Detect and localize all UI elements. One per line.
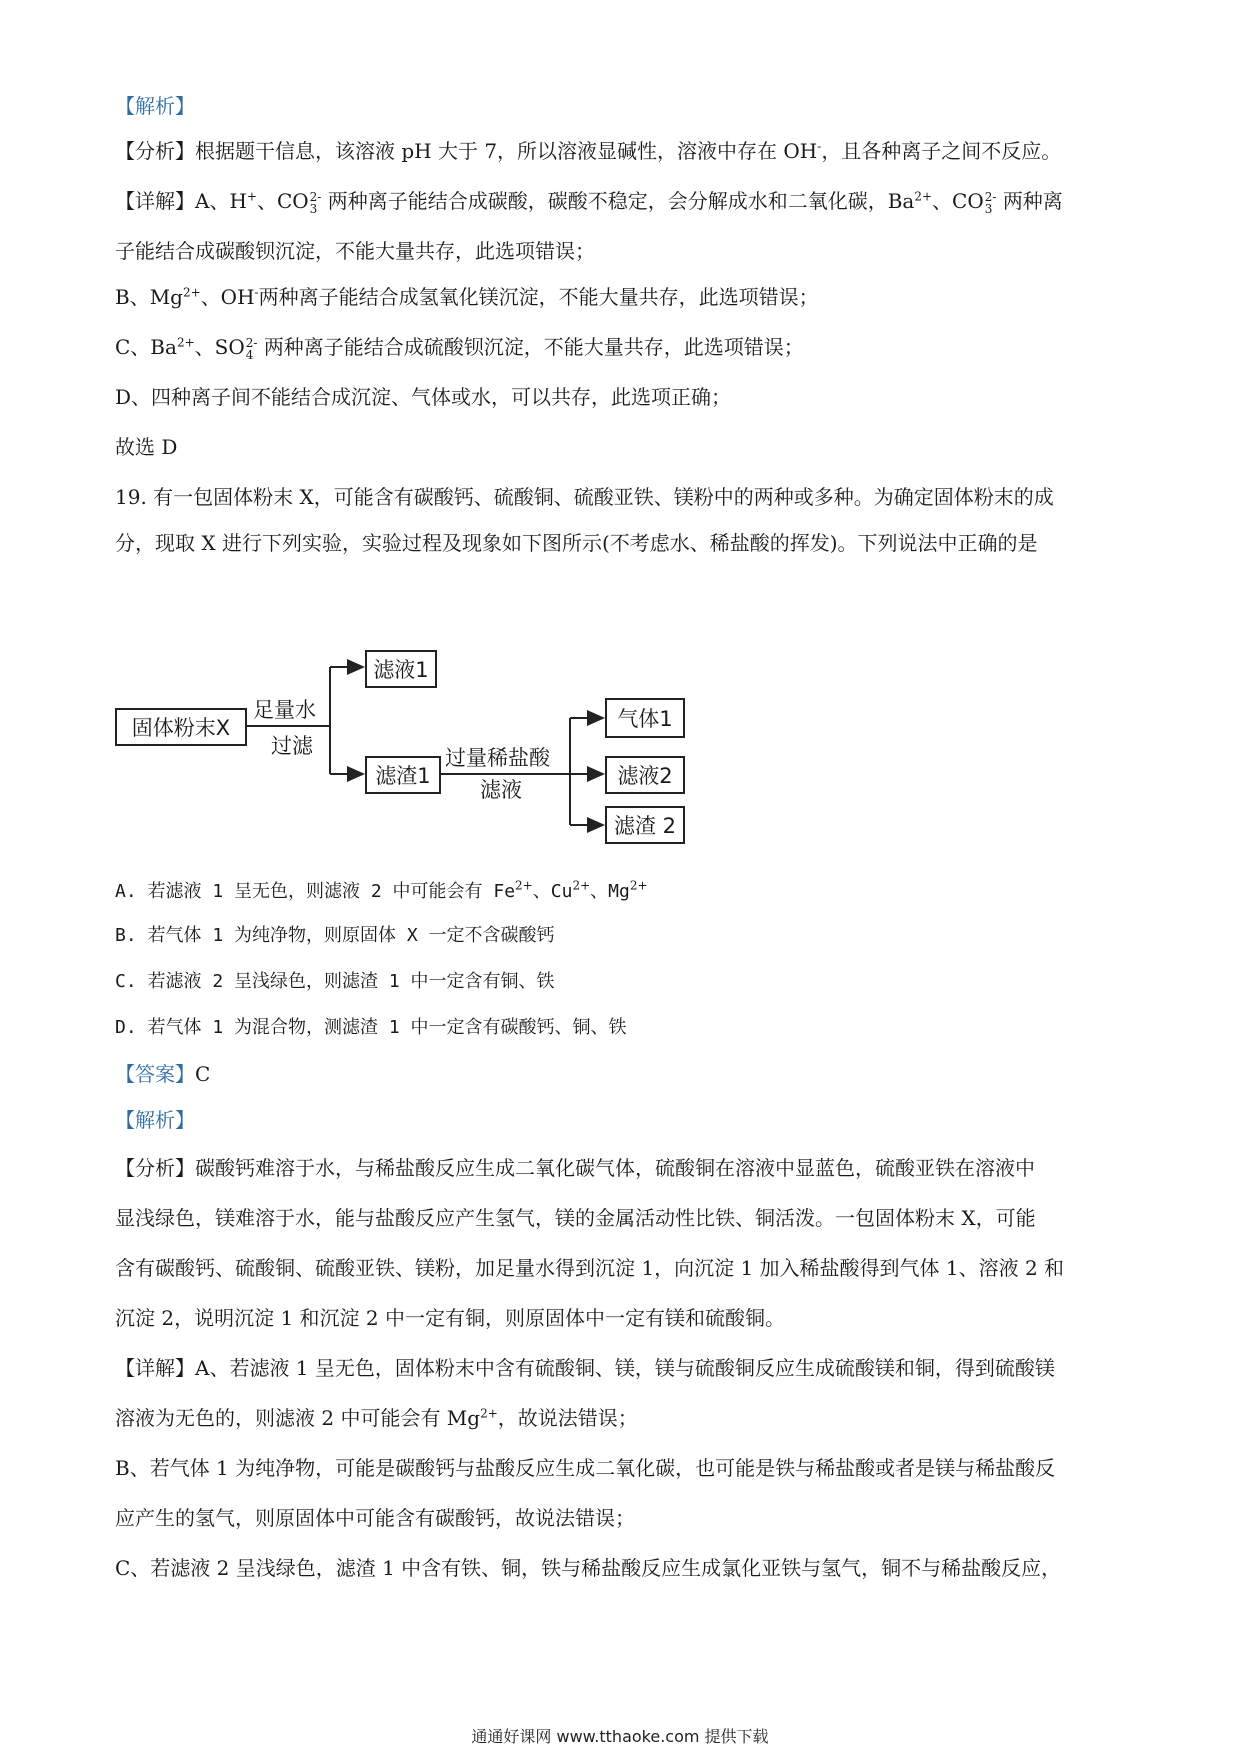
analysis-paragraph xyxy=(115,137,1135,165)
text-segment: A、若滤液 1 呈无色，固体粉末中含有硫酸铜、镁，镁与硫酸铜反应生成硫酸镁和铜，得到硫酸镁 xyxy=(195,1356,1055,1380)
detail-line-a-cont: 子能结合成碳酸钡沉淀，不能大量共存，此选项错误； xyxy=(115,239,595,263)
text-segment: 两种离子能结合成氢氧化镁沉淀，不能大量共存，此选项错误； xyxy=(258,285,819,309)
text-segment: B、Mg xyxy=(115,285,183,309)
subscript: 3 xyxy=(309,201,318,216)
gas1-box: 气体1 xyxy=(605,698,685,738)
question-stem-line1: 19. 有一包固体粉末 X，可能含有碳酸钙、硫酸铜、硫酸亚铁、镁粉中的两种或多种。为确定固体粉末的成 xyxy=(115,485,1054,509)
charge: 2+ xyxy=(515,878,533,893)
solid-box: 固体粉末X xyxy=(115,708,247,746)
text-segment: 溶液为无色的，则滤液 2 中可能会有 Mg xyxy=(115,1406,481,1430)
analysis-heading-19: 【解析】 xyxy=(115,1108,195,1132)
detail-tag: 【详解】 xyxy=(115,189,195,213)
step2-label-bottom: 滤液 xyxy=(480,778,522,802)
analysis-line4: 沉淀 2，说明沉淀 1 和沉淀 2 中一定有铜，则原固体中一定有镁和硫酸铜。 xyxy=(115,1306,785,1330)
text-segment: ，且各种离子之间不反应。 xyxy=(821,139,1062,163)
text-segment: ，故说法错误； xyxy=(497,1406,638,1430)
detail-line-a xyxy=(115,187,1135,215)
residue2-box: 滤渣 2 xyxy=(605,806,685,844)
text-segment: 两种离子能结合成碳酸，碳酸不稳定，会分解成水和二氧化碳，Ba xyxy=(327,189,915,213)
residue1-box: 滤渣1 xyxy=(365,756,441,794)
text-segment: 、OH xyxy=(200,285,255,309)
answer-tag: 【答案】 xyxy=(115,1062,195,1086)
filtrate2-box: 滤液2 xyxy=(605,756,685,794)
charge: 2+ xyxy=(572,878,591,893)
option-text: 、Mg xyxy=(590,881,630,902)
charge: - xyxy=(254,285,259,300)
answer-value: C xyxy=(195,1062,211,1086)
page-footer: 通通好课网 www.tthaoke.com 提供下载 xyxy=(471,1727,769,1746)
detail19-line-b-cont: 应产生的氢气，则原固体中可能含有碳酸钙，故说法错误； xyxy=(115,1506,635,1530)
subscript: 3 xyxy=(984,201,993,216)
detail19-line-a xyxy=(115,1354,1135,1382)
text-segment: A、H xyxy=(195,189,247,213)
text-segment: 两种离 xyxy=(1002,189,1063,213)
step2-label-top: 过量稀盐酸 xyxy=(445,746,550,770)
text-segment: 、CO xyxy=(256,189,309,213)
question-stem-line2: 分，现取 X 进行下列实验，实验过程及现象如下图所示(不考虑水、稀盐酸的挥发)。下列说法中正确的是 xyxy=(115,531,1038,555)
answer-line xyxy=(115,1060,1135,1088)
analysis-line2: 显浅绿色，镁难溶于水，能与盐酸反应产生氢气，镁的金属活动性比铁、铜活泼。一包固体粉末 X，可能 xyxy=(115,1206,1036,1230)
choice-line: 故选 D xyxy=(115,435,178,459)
detail-line-c xyxy=(115,333,1135,361)
charge: 2+ xyxy=(914,189,933,204)
charge: - xyxy=(817,139,822,154)
text-segment: 根据题干信息，该溶液 pH 大于 7，所以溶液显碱性，溶液中存在 OH xyxy=(195,139,818,163)
analysis-line1 xyxy=(115,1154,1135,1182)
charge: 2+ xyxy=(182,285,201,300)
option-a xyxy=(115,876,1135,906)
text-segment: 、CO xyxy=(932,189,984,213)
option-d: D. 若气体 1 为混合物，测滤渣 1 中一定含有碳酸钙、铜、铁 xyxy=(115,1017,627,1038)
detail19-line-b: B、若气体 1 为纯净物，可能是碳酸钙与盐酸反应生成二氧化碳，也可能是铁与稀盐酸或者是镁与稀盐酸反 xyxy=(115,1456,1056,1480)
step1-label-bottom: 过滤 xyxy=(271,734,313,758)
charge: + xyxy=(246,189,257,204)
filtrate1-box: 滤液1 xyxy=(365,650,437,688)
analysis-tag: 【分析】 xyxy=(115,1156,195,1180)
charge: 2+ xyxy=(629,878,648,893)
subscript: 4 xyxy=(245,347,254,362)
analysis-heading: 【解析】 xyxy=(115,94,195,118)
text-segment: C、Ba xyxy=(115,335,177,359)
text-segment: 两种离子能结合成硫酸钡沉淀，不能大量共存，此选项错误； xyxy=(263,335,804,359)
option-text: 、Cu xyxy=(532,881,573,902)
ion-subsup xyxy=(985,191,997,215)
option-c: C. 若滤液 2 呈浅绿色，则滤渣 1 中一定含有铜、铁 xyxy=(115,971,555,992)
charge: 2- xyxy=(245,335,258,350)
option-b: B. 若气体 1 为纯净物，则原固体 X 一定不含碳酸钙 xyxy=(115,925,555,946)
charge: 2+ xyxy=(176,335,195,350)
detail-line-b xyxy=(115,283,1135,311)
detail19-line-c: C、若滤液 2 呈浅绿色，滤渣 1 中含有铁、铜，铁与稀盐酸反应生成氯化亚铁与氢气，铜不与稀盐酸反应， xyxy=(115,1556,1062,1580)
text-segment: 、SO xyxy=(194,335,245,359)
charge: 2- xyxy=(984,189,997,204)
detail-line-d: D、四种离子间不能结合成沉淀、气体或水，可以共存，此选项正确； xyxy=(115,385,732,409)
charge: 2+ xyxy=(480,1406,498,1421)
detail-tag: 【详解】 xyxy=(115,1356,195,1380)
analysis-tag: 【分析】 xyxy=(115,139,195,163)
charge: 2- xyxy=(309,189,322,204)
detail19-line-a-cont xyxy=(115,1404,1135,1432)
analysis-line3: 含有碳酸钙、硫酸铜、硫酸亚铁、镁粉，加足量水得到沉淀 1，向沉淀 1 加入稀盐酸得到气体 1、溶液 2 和 xyxy=(115,1256,1065,1280)
experiment-flowchart xyxy=(115,640,715,860)
ion-subsup xyxy=(246,337,258,361)
step1-label-top: 足量水 xyxy=(253,698,316,722)
ion-subsup xyxy=(310,191,322,215)
option-text: A. 若滤液 1 呈无色，则滤液 2 中可能会有 Fe xyxy=(115,881,516,902)
text-segment: 碳酸钙难溶于水，与稀盐酸反应生成二氧化碳气体，硫酸铜在溶液中显蓝色，硫酸亚铁在溶液中 xyxy=(195,1156,1035,1180)
